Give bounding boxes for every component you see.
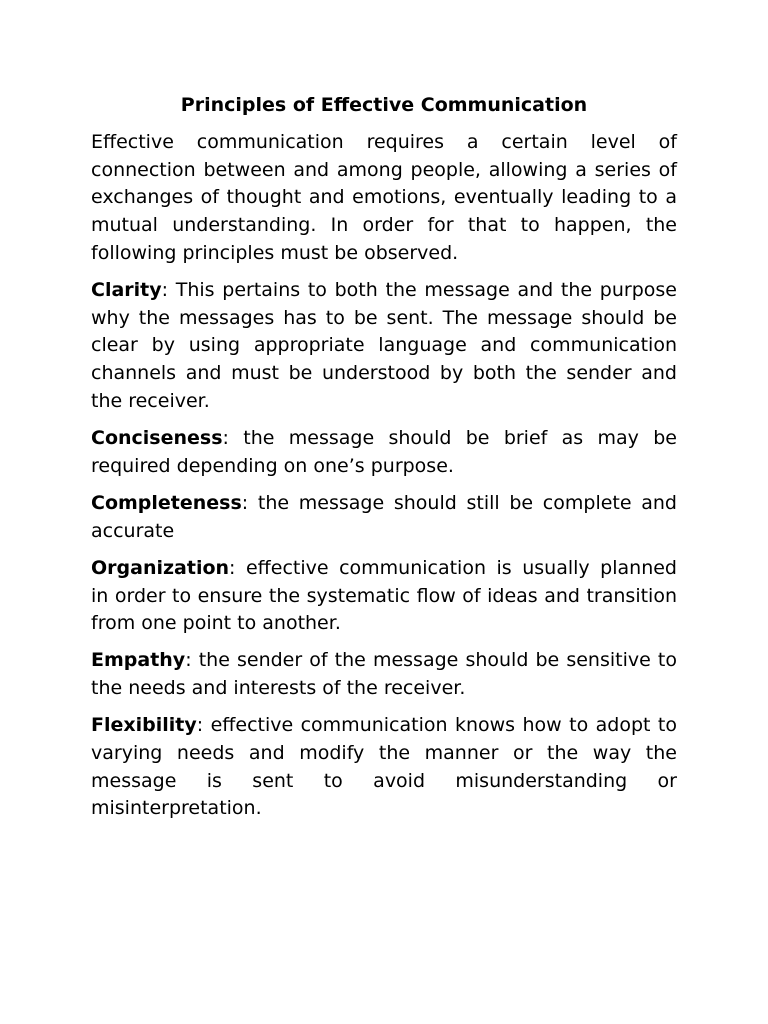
principle-definition: : the message should be brief as may be required depending on one’s purpose. (91, 427, 677, 477)
principle-definition: : effective communication knows how to adopt to varying needs and modify the manner or the way the message is sent to avoid misunderstanding or misinterpretation. (91, 714, 677, 820)
document-title: Principles of Effective Communication (180, 94, 588, 116)
principle-term: Completeness (91, 491, 242, 514)
principle-term: Organization (91, 556, 230, 579)
principle-definition: : This pertains to both the message and the purpose why the messages has to be sent. The message should be clear by using appropriate language and communication channels and must be understood by both the sender and the receiver. (91, 279, 677, 412)
principle-conciseness (91, 425, 677, 480)
principle-completeness (91, 490, 677, 545)
principle-organization (91, 555, 677, 638)
principle-definition: : effective communication is usually planned in order to ensure the systematic flow of ideas and transition from one point to another. (91, 556, 677, 635)
principle-definition: : the message should still be complete and accurate (91, 491, 677, 542)
principle-definition: : the sender of the message should be sensitive to the needs and interests of the receiver. (91, 649, 677, 700)
principle-term: Conciseness (91, 427, 223, 450)
intro-paragraph: Effective communication requires a certain level of connection between and among people, allowing a series of exchanges of thought and emotions, eventually leading to a mutual understanding. In order for that to happen, the following principles must be observed. (91, 131, 677, 264)
principle-empathy (91, 647, 677, 702)
principle-term: Flexibility (91, 714, 197, 737)
principle-flexibility (91, 712, 677, 823)
principle-term: Clarity (91, 279, 162, 302)
principle-clarity (91, 277, 677, 416)
principle-term: Empathy (91, 649, 186, 672)
